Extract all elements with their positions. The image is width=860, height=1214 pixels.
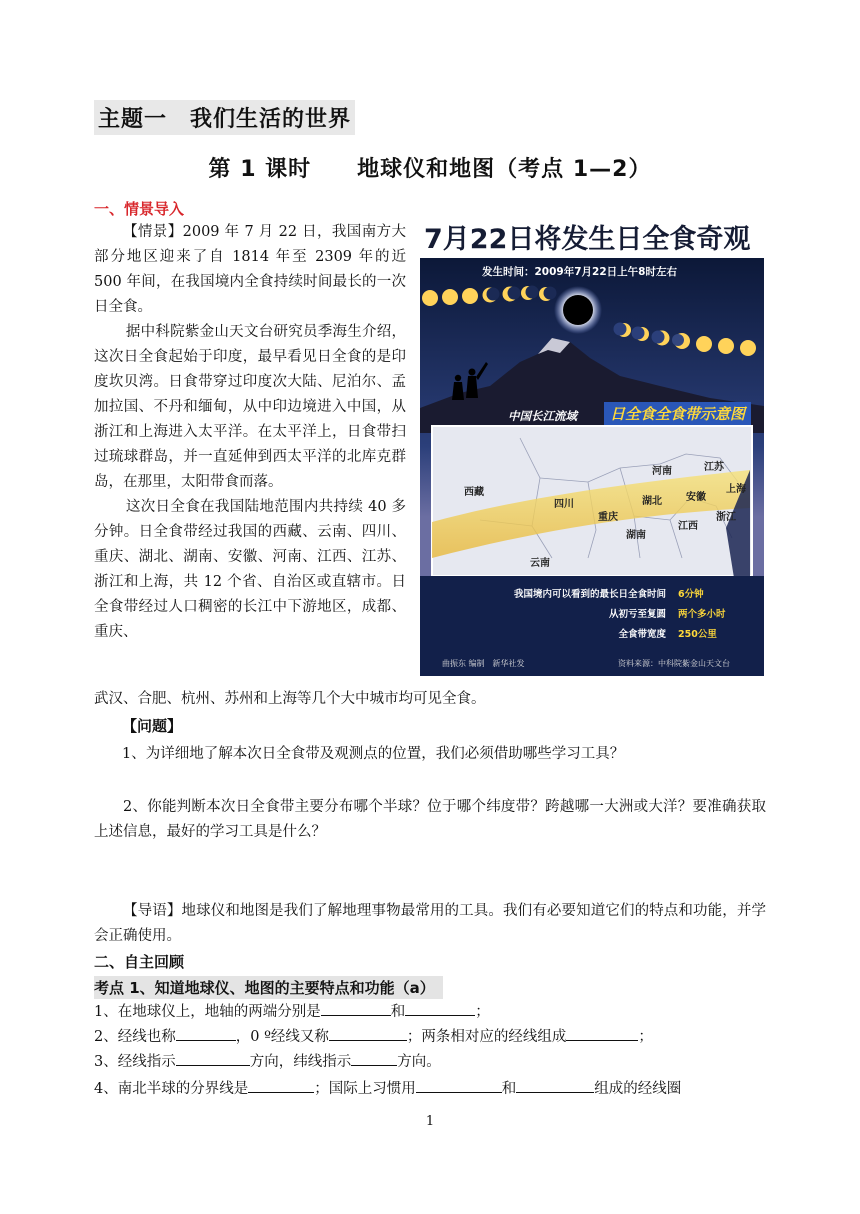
poster-title-bar [420,212,764,258]
fill-text: ；两条相对应的经线组成 [406,1029,567,1045]
paragraph-3: 这次日全食在我国陆地范围内共持续 40 多分钟。日全食带经过我国的西藏、云南、四川、重庆、湖北、湖南、安徽、河南、江西、江苏、浙江和上海，共 12 个省、自治区或直辖市。日全食带经过人口稠密的长江中下游地区，成都、重庆、 [94,499,406,640]
province-label: 西藏 [464,487,484,498]
eclipse-poster [420,212,764,676]
topic-heading: 主题一 我们生活的世界 [94,100,355,135]
info-value: 6分钟 [678,589,704,600]
province-label: 湖北 [642,496,662,507]
answer-blank[interactable] [248,1078,314,1093]
answer-blank[interactable] [566,1026,638,1041]
info-value: 250公里 [678,629,717,640]
fill-text: 方向，纬线指示 [249,1054,352,1070]
fill-text: 方向。 [397,1054,441,1070]
info-label: 全食带宽度 [618,629,666,640]
key-point-heading: 考点 1、知道地球仪、地图的主要特点和功能（a） [94,976,443,999]
province-label: 四川 [554,499,574,510]
fill-text: ； [475,1004,490,1020]
fill-text: 4、南北半球的分界线是 [94,1081,249,1097]
paragraph-1: 【情景】2009 年 7 月 22 日，我国南方大部分地区迎来了自 1814 年至 2309 年的近 500 年间，在我国境内全食持续时间最长的一次日全食。 [94,224,406,315]
paragraph-2: 据中科院紫金山天文台研究员季海生介绍，这次日全食起始于印度，最早看见日全食的是印度坎贝湾。日食带穿过印度次大陆、尼泊尔、孟加拉国、不丹和缅甸，从中印边境进入中国，从浙江和上海进入太平洋。在太平洋上，日食带扫过琉球群岛，并一直延伸到西太平洋的北库克群岛，在那里，太阳带食而落。 [94,324,406,490]
fill-line-4 [94,1077,681,1102]
fill-text: ；国际上习惯用 [314,1081,416,1097]
poster-title: 7月22日将发生日全食奇观 [424,224,751,255]
info-value: 两个多小时 [678,609,726,620]
fill-text: 和 [390,1004,406,1020]
answer-blank[interactable] [176,1051,250,1066]
map-label: 中国长江流域 [508,409,577,423]
fill-line-3 [94,1050,441,1075]
province-label: 湖南 [626,530,646,541]
answer-blank[interactable] [321,1001,391,1016]
fill-text: 3、经线指示 [94,1054,176,1070]
answer-blank[interactable] [176,1026,236,1041]
paragraph-3-end: 武汉、合肥、杭州、苏州和上海等几个大中城市均可见全食。 [94,691,486,707]
question-heading: 【问题】 [122,717,183,735]
info-label: 从初亏至复圆 [608,609,666,620]
province-label: 安徽 [686,492,706,503]
province-label: 上海 [726,484,746,495]
fill-text: ，0 º经线又称 [235,1029,329,1045]
province-label: 河南 [652,466,672,477]
fill-text: 2、经线也称 [94,1029,176,1045]
poster-credit-left: 曲振东 编制 新华社发 [442,659,525,668]
province-label: 云南 [530,558,550,569]
page-number: 1 [425,1114,435,1129]
scenario-text [94,220,406,645]
question-2: 2、你能判断本次日全食带主要分布哪个半球？位于哪个纬度带？跨越哪一大洲或大洋？要准确获取上述信息，最好的学习工具是什么？ [94,799,766,840]
fill-text: 1、在地球仪上，地轴的两端分别是 [94,1004,321,1020]
answer-blank[interactable] [329,1026,407,1041]
province-label: 浙江 [716,512,736,523]
answer-blank[interactable] [516,1078,594,1093]
map-band-title: 日全食全食带示意图 [604,402,751,425]
answer-blank[interactable] [416,1078,502,1093]
section-heading-1: 一、情景导入 [94,200,185,218]
fill-text: 和 [501,1081,517,1097]
fill-text: ； [638,1029,653,1045]
answer-blank[interactable] [351,1051,397,1066]
province-label: 重庆 [598,512,618,523]
info-label: 我国境内可以看到的最长日全食时间 [513,589,666,600]
poster-time: 发生时间：2009年7月22日上午8时左右 [482,266,677,278]
answer-blank[interactable] [405,1001,475,1016]
fill-line-1 [94,1000,490,1025]
province-label: 江苏 [704,462,724,473]
fill-line-2 [94,1025,653,1050]
province-label: 江西 [678,521,698,532]
lead-in-text: 【导语】地球仪和地图是我们了解地理事物最常用的工具。我们有必要知道它们的特点和功能，并学会正确使用。 [94,903,766,944]
poster-credit-right: 资料来源：中科院紫金山天文台 [618,659,730,668]
section-heading-2: 二、自主回顾 [94,953,185,971]
question-1: 1、为详细地了解本次日全食带及观测点的位置，我们必须借助哪些学习工具？ [122,746,625,762]
lesson-title: 第 1 课时 地球仪和地图（考点 1—2） [208,157,652,182]
fill-text: 组成的经线圈 [594,1081,682,1097]
